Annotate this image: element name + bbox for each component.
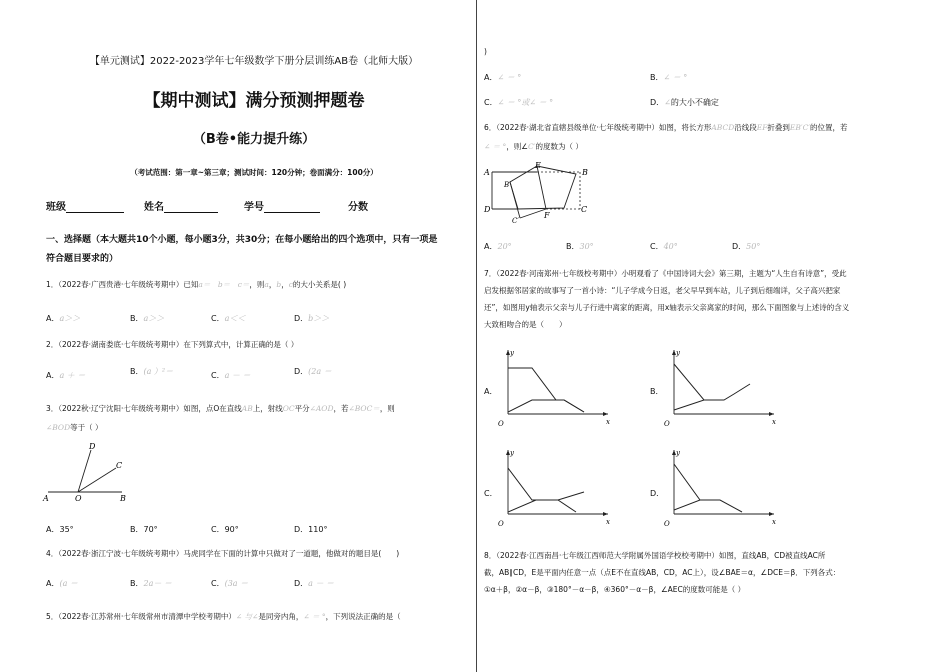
svg-text:x: x (772, 418, 776, 426)
question-6-stem: 6．（2022春·湖北省直辖县级单位·七年级统考期中）如图，将长方形ABCD沿线段EF折叠到EB′C′的位置，若 (484, 123, 848, 132)
q2-option-a[interactable]: A．a ＋ ＝ (46, 371, 86, 380)
svg-text:B′: B′ (504, 181, 511, 189)
paper-subtitle: （B卷•能力提升练） (192, 132, 316, 147)
q6-segment-ef: EF (756, 123, 768, 132)
q1-text-end: 的大小关系是( ) (292, 280, 347, 289)
q1-option-b[interactable]: B．a＞＞ (130, 314, 165, 323)
question-2-stem: 2．（2022春·湖南娄底·七年级统考期中）在下列算式中，计算正确的是（ ） (46, 340, 299, 349)
q3-ray-oc-drawn (78, 468, 116, 492)
q7-graph-d (662, 446, 782, 530)
q3-label-a: A (43, 494, 49, 503)
q3-angle-aod: ∠AOD (309, 404, 334, 413)
question-3-stem: 3．（2022秋·辽宁沈阳·七年级统考期中）如图，点O在直线AB上，射线OC平分∠AOD，若∠BOC＝，则 (46, 404, 395, 413)
id-blank (264, 203, 320, 213)
question-8-stem: 8．（2022春·江西南昌·七年级江西师范大学附属外国语学校校考期中）如图，直线AB，CD被直线AC所 截，AB∥CD，E是平面内任意一点（点E不在直线AB，CD，AC上），设∠BAE＝α，∠DCE＝β．下列各式： ①α＋β，②α－β，③180°－α－β，④360°－α－β，∠AEC的度数可能是（ ） (484, 551, 841, 594)
exam-scope: （考试范围：第一章~第三章；测试时间：120分钟；卷面满分：100分） (130, 168, 378, 177)
q7-b-father (674, 364, 750, 400)
q5-condition: ∠ ＝ ° (303, 612, 326, 621)
q1-var-b: b (276, 280, 282, 289)
name-blank (164, 203, 218, 213)
q6-figure (482, 160, 592, 226)
q5-option-d[interactable]: D．∠的大小不确定 (650, 98, 719, 107)
q1-formula-a: a＝ (198, 280, 211, 289)
q3-option-a[interactable]: A．35° (46, 525, 74, 534)
q2-option-c[interactable]: C．a － ＝ (211, 371, 251, 380)
q6-option-d[interactable]: D．50° (732, 242, 761, 251)
q1-var-a: a (264, 280, 269, 289)
question-6-stem-cont: ∠ ＝ °，则∠C′的度数为（ ） (484, 142, 583, 151)
svg-text:A: A (484, 168, 490, 177)
q6-fold-line (537, 166, 546, 209)
q4-option-b[interactable]: B．2a－ ＝ (130, 579, 172, 588)
svg-text:y: y (676, 349, 680, 357)
svg-text:O: O (498, 520, 504, 528)
q7-option-c[interactable]: C． (484, 489, 498, 498)
svg-text:O: O (498, 420, 504, 428)
svg-text:O: O (664, 420, 670, 428)
q6-option-a[interactable]: A．20° (484, 242, 512, 251)
id-label: 学号 (244, 202, 264, 213)
q1-text-mid: ，则 (249, 280, 265, 289)
question-7-stem: 7．（2022春·河南郑州·七年级校考期中）小明观看了《中国诗词大会》第三期，主题为“人生自有诗意”，受此 启发根据邻居家的故事写了一首小诗：“儿子学成今日返，老父早早到车站，儿子到后细端详，父子高兴把家 还”，如图用y轴表示父亲与儿子行进中离家的距离，用x轴表示父亲离家的时间，那么下面图象与上述诗的含义 大致相吻合的是（ ） (484, 269, 850, 329)
right-column (482, 0, 922, 672)
score-field (348, 198, 368, 213)
q7-a-son (508, 400, 584, 412)
svg-text:x: x (606, 418, 610, 426)
question-3-stem-cont: ∠BOD等于（ ） (46, 423, 103, 432)
q3-label-c: C (116, 461, 123, 470)
question-4-stem: 4．（2022春·浙江宁波·七年级统考期中）马虎同学在下面的计算中只做对了一道题，他做对的题目是( ) (46, 549, 400, 558)
class-field (46, 198, 124, 213)
q3-label-o: O (75, 494, 82, 503)
q3-condition: ∠BOC＝ (348, 404, 380, 413)
q5-option-c[interactable]: C．∠ ＝ °或∠ ＝ ° (484, 98, 554, 107)
id-field (244, 198, 320, 213)
q7-graph-c (496, 446, 616, 530)
paper-title: 【期中测试】满分预测押题卷 (143, 91, 365, 111)
q1-option-a[interactable]: A．a＞＞ (46, 314, 81, 323)
q7-option-b[interactable]: B． (650, 387, 664, 396)
left-column (34, 0, 474, 672)
q3-label-d: D (89, 442, 96, 451)
q1-formula-c: c＝ (237, 280, 250, 289)
svg-text:D: D (484, 205, 491, 214)
svg-text:y: y (510, 349, 514, 357)
q6-option-b[interactable]: B．30° (566, 242, 594, 251)
q6-condition: ∠ ＝ ° (484, 142, 507, 151)
section1-line1: 一、选择题（本大题共10个小题，每小题3分，共30分；在每小题给出的四个选项中，只有一项是 (46, 235, 438, 245)
class-blank (66, 203, 124, 213)
q4-option-a[interactable]: A．(a ＝ (46, 579, 78, 588)
svg-text:x: x (772, 518, 776, 526)
q2-option-b[interactable]: B．(a ）²＝ (130, 367, 174, 376)
svg-text:x: x (606, 518, 610, 526)
q5-option-b[interactable]: B．∠ ＝ ° (650, 73, 688, 82)
q3-ray-od (78, 450, 91, 492)
q3-line-ab: AB (241, 404, 253, 413)
column-divider (476, 0, 477, 672)
q1-var-c: c (288, 280, 293, 289)
question-1-stem: 1．（2022春·广西贵港·七年级统考期中）已知a＝ b＝ c＝，则a，b，c的大小关系是( ) (46, 280, 347, 289)
svg-text:E: E (535, 161, 541, 170)
svg-text:O: O (664, 520, 670, 528)
q1-text: 1．（2022春·广西贵港·七年级统考期中）已知 (46, 280, 199, 289)
score-label: 分数 (348, 202, 368, 213)
q3-option-b[interactable]: B．70° (130, 525, 158, 534)
svg-text:y: y (676, 449, 680, 457)
q7-option-a[interactable]: A． (484, 387, 498, 396)
q1-option-c[interactable]: C．a＜＜ (211, 314, 246, 323)
q3-ray-oc: OC (282, 404, 295, 413)
q2-option-d[interactable]: D．(2a ＝ (294, 367, 332, 376)
q7-d-son (674, 500, 720, 510)
question-5-stem: 5．（2022春·江苏常州·七年级常州市清潭中学校考期中）∠ 与∠是同旁内角，∠ ＝ °，下列说法正确的是（ (46, 612, 401, 621)
q7-graph-a (496, 346, 616, 430)
q5-angles: ∠ 与∠ (235, 612, 259, 621)
paper-header: 【单元测试】2022-2023学年七年级数学下册分层训练AB卷（北师大版） (89, 56, 419, 67)
q3-angle-bod: ∠BOD (46, 423, 71, 432)
q5-option-a[interactable]: A．∠ ＝ ° (484, 73, 522, 82)
svg-text:F: F (544, 211, 550, 220)
q6-option-c[interactable]: C．40° (650, 242, 678, 251)
q3-figure (40, 440, 140, 508)
class-label: 班级 (46, 202, 66, 213)
q7-d-father (674, 464, 742, 512)
q7-c-father (508, 468, 576, 512)
q6-image: EB′C′ (789, 123, 811, 132)
q3-label-b: B (120, 494, 126, 503)
section1-line2: 符合题目要求的） (46, 254, 119, 264)
q1-option-d[interactable]: D．b＞＞ (294, 314, 330, 323)
svg-text:C′: C′ (512, 217, 519, 225)
svg-text:C: C (581, 205, 588, 214)
q3-option-c[interactable]: C．90° (211, 525, 239, 534)
q1-formula-b: b＝ (217, 280, 231, 289)
q7-c-son (508, 492, 584, 512)
name-label: 姓名 (144, 202, 164, 213)
q4-option-c[interactable]: C．(3a ＝ (211, 579, 249, 588)
q4-option-d[interactable]: D．a － ＝ (294, 579, 335, 588)
q7-graph-b (662, 346, 782, 430)
q3-option-d[interactable]: D．110° (294, 525, 328, 534)
section1-heading (46, 231, 437, 269)
name-field (144, 198, 218, 213)
q6-rect: ABCD (711, 123, 735, 132)
q7-b-son (674, 400, 724, 410)
q7-option-d[interactable]: D． (650, 489, 665, 498)
svg-text:B: B (582, 168, 588, 177)
q5-stem-cont: ) (484, 47, 487, 56)
svg-text:y: y (510, 449, 514, 457)
q6-angle: C′ (528, 142, 536, 151)
